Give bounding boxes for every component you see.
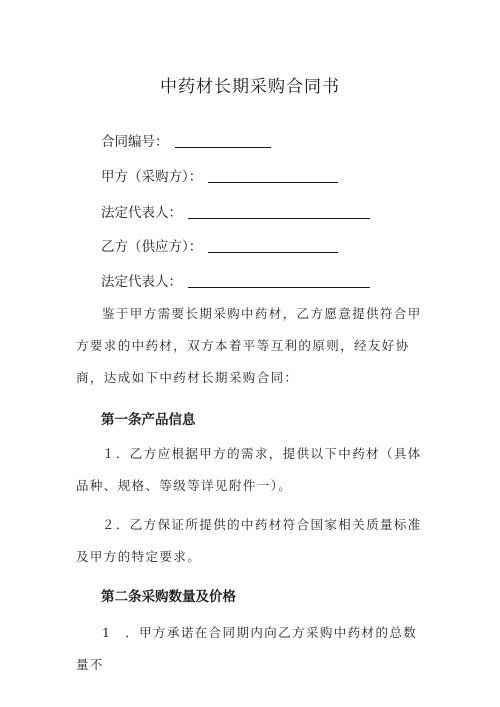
article-1-heading: 第一条产品信息 [101,412,196,428]
party-a-field [101,165,338,185]
party-b-field [101,235,338,255]
legal-rep-b-label: 法定代表人： [101,274,182,290]
article-2-heading: 第二条采购数量及价格 [101,589,236,605]
document-title: 中药材长期采购合同书 [160,77,340,97]
article-1-clause-2: ２．乙方保证所提供的中药材符合国家相关质量标准及甲方的特定要求。 [76,517,422,564]
legal-rep-b-blank[interactable] [188,273,370,288]
article-1-clause-1: １．乙方应根据甲方的需求，提供以下中药材（具体品种、规格、等级等详见附件一）。 [76,446,422,493]
legal-rep-a-label: 法定代表人： [101,205,182,221]
party-b-label: 乙方（供应方）： [101,239,203,255]
party-a-label: 甲方（采购方）： [101,169,203,185]
article-2-clause-1: 1 ．甲方承诺在合同期内向乙方采购中药材的总数量不 [76,625,418,672]
contract-number-blank[interactable] [175,133,271,148]
legal-rep-a-blank[interactable] [188,204,370,219]
legal-rep-a-field [101,201,370,221]
contract-number-field [101,130,271,150]
legal-rep-b-field [101,270,370,290]
intro-paragraph: 鉴于甲方需要长期采购中药材，乙方愿意提供符合甲方要求的中药材，双方本着平等互利的原则，经友好协商，达成如下中药材长期采购合同： [76,306,422,385]
party-b-blank[interactable] [208,238,338,253]
party-a-blank[interactable] [208,168,338,183]
contract-number-label: 合同编号： [101,134,169,150]
